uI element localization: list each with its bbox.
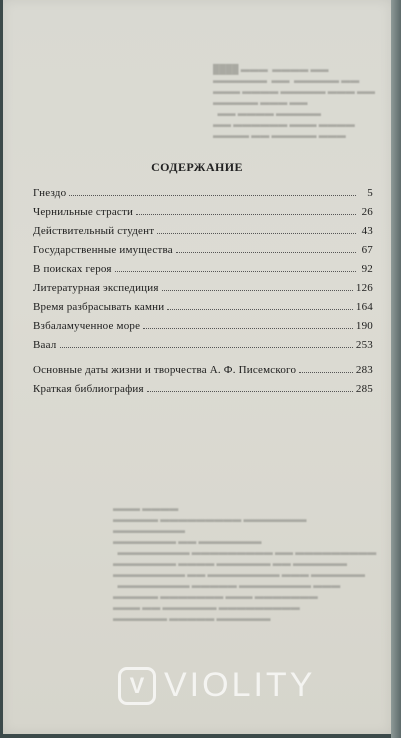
- dot-leader: [167, 308, 353, 310]
- toc-entry-page: 190: [355, 320, 373, 332]
- toc-entry: [33, 237, 373, 256]
- dot-leader: [147, 390, 353, 392]
- toc-entry-page: 5: [367, 187, 373, 199]
- dot-leader: [176, 251, 356, 253]
- toc-entry-page: 26: [361, 206, 373, 218]
- toc-entry-title: Основные даты жизни и творчества А. Ф. Писемского: [33, 364, 297, 376]
- watermark: [118, 666, 315, 705]
- dot-leader: [60, 346, 353, 348]
- toc-entry-title: Литературная экспедиция: [33, 282, 159, 294]
- book-cover-edge: [391, 0, 401, 738]
- dot-leader: [299, 371, 353, 373]
- bleed-through-text-bottom: ▬▬▬ ▬▬▬▬ ▬▬▬▬▬ ▬▬▬▬▬▬▬▬▬ ▬▬▬▬▬▬▬ ▬▬▬▬▬▬▬▬ ▬▬▬▬▬▬▬ ▬▬ ▬▬▬▬▬▬▬ ▬▬▬▬▬▬▬▬ ▬▬▬▬▬▬▬▬▬ ▬▬ ▬▬▬▬▬▬▬▬▬ ▬▬▬▬▬▬▬ ▬▬▬▬ ▬▬▬▬▬▬ ▬▬ ▬▬▬▬▬▬ ▬▬▬▬▬▬▬▬ ▬▬ ▬▬▬▬▬▬▬▬ ▬▬▬ ▬▬▬▬▬▬ ▬▬▬▬▬▬▬▬ ▬▬▬▬▬ ▬▬▬▬▬▬▬▬ ▬▬▬ ▬▬▬▬▬ ▬▬▬▬▬▬▬ ▬▬▬ ▬▬▬▬▬▬▬ ▬▬▬ ▬▬ ▬▬▬▬▬▬ ▬▬▬▬▬▬▬▬▬ ▬▬▬▬▬▬ ▬▬▬▬▬ ▬▬▬▬▬▬: [113, 503, 377, 623]
- toc-entry-page: 92: [361, 263, 373, 275]
- toc-entry: [33, 376, 373, 395]
- dot-leader: [136, 213, 356, 215]
- dot-leader: [157, 232, 356, 234]
- toc-entry: [33, 199, 373, 218]
- toc-entry-title: Гнездо: [33, 187, 67, 199]
- toc-entry: [33, 256, 373, 275]
- violity-logo-icon: V: [118, 667, 156, 705]
- toc-entry-title: Ваал: [33, 339, 57, 351]
- toc-title: СОДЕРЖАНИЕ: [151, 160, 243, 174]
- toc-entry-title: Взбаламученное море: [33, 320, 141, 332]
- dot-leader: [69, 194, 356, 196]
- watermark-text: VIOLITY: [164, 666, 316, 704]
- toc-entry-page: 164: [355, 301, 373, 313]
- toc-entry-title: Государственные имущества: [33, 244, 173, 256]
- toc-entry-title: Действительный студент: [33, 225, 155, 237]
- toc-entry: [33, 218, 373, 237]
- toc-entry: [33, 275, 373, 294]
- dot-leader: [143, 327, 353, 329]
- table-of-contents: [33, 180, 373, 395]
- bleed-through-text-top: ████ ▬▬▬ ▬▬▬▬ ▬▬ ▬▬▬▬▬▬ ▬▬ ▬▬▬▬▬ ▬▬ ▬▬▬ ▬▬▬▬ ▬▬▬▬▬ ▬▬▬ ▬▬ ▬▬▬▬▬ ▬▬▬ ▬▬ ▬▬ ▬▬▬▬ ▬▬▬▬▬ ▬▬ ▬▬▬▬▬▬ ▬▬▬ ▬▬▬▬ ▬▬▬▬ ▬▬ ▬▬▬▬▬ ▬▬▬: [213, 64, 375, 140]
- toc-entry: [33, 180, 373, 199]
- toc-entry-title: Чернильные страсти: [33, 206, 134, 218]
- toc-entry: [33, 294, 373, 313]
- dot-leader: [162, 289, 353, 291]
- toc-entry-page: 283: [355, 364, 373, 376]
- toc-entry-page: 126: [355, 282, 373, 294]
- toc-entry: [33, 332, 373, 351]
- toc-entry-page: 285: [355, 383, 373, 395]
- toc-entry: [33, 357, 373, 376]
- toc-entry-title: В поисках героя: [33, 263, 112, 275]
- book-page: [3, 0, 391, 734]
- toc-entry-page: 253: [355, 339, 373, 351]
- toc-entry-title: Краткая библиография: [33, 383, 144, 395]
- toc-entry-title: Время разбрасывать камни: [33, 301, 165, 313]
- toc-entry-page: 67: [361, 244, 373, 256]
- toc-entry-page: 43: [361, 225, 373, 237]
- toc-entry: [33, 313, 373, 332]
- dot-leader: [115, 270, 356, 272]
